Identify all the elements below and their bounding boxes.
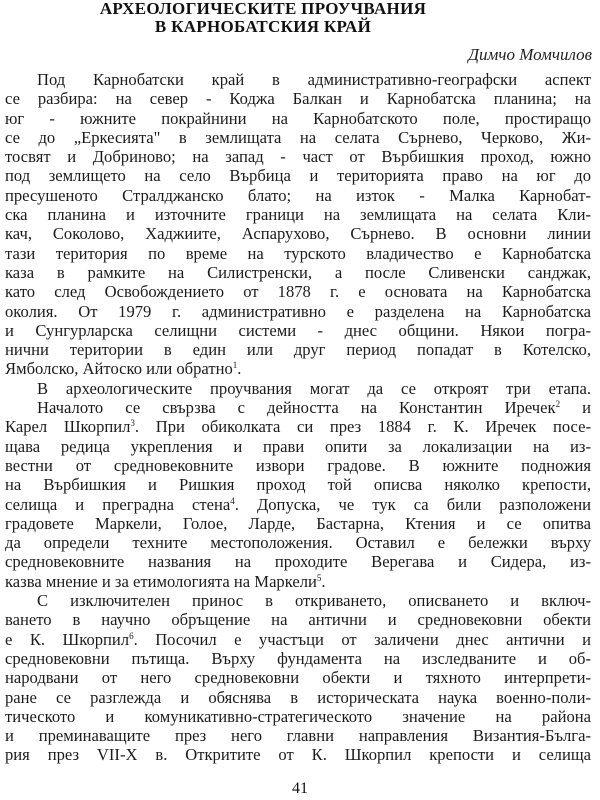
text-line-content: юг - южните покрайнини на Карнобатското поле, простиращо <box>5 108 591 128</box>
text-line-content: и Сунгурларска селищни системи - днес общини. Някои погра- <box>5 320 591 340</box>
text-line <box>5 707 591 726</box>
text-line <box>5 244 591 263</box>
text-line-suffix: . <box>237 359 242 379</box>
text-line-content: нични територии в един или друг период попадат в Котелско, <box>5 340 591 360</box>
text-line-content: тосвят и Добриново; на запад - част от Върбишкия проход, южно <box>5 147 591 167</box>
text-line-content: се до „Еркесията" в землищата на селата Сърнево, Черково, Жи- <box>5 127 591 147</box>
text-line <box>5 591 591 610</box>
text-line-content: Карел Шкорпил <box>5 417 131 437</box>
text-line <box>5 128 591 147</box>
text-line-content: Под Карнобатски край в административно-географски аспект <box>37 70 591 89</box>
text-line-content: тази територия по време на турското владичество е Карнобатска <box>5 243 591 263</box>
text-line <box>5 109 591 128</box>
text-line-content: да определи техните местоположения. Оставил е бележки върху <box>5 533 591 553</box>
text-line-content: и преминаващите през него главни направления Византия-Бълга- <box>5 726 591 746</box>
footnote-marker: 2 <box>555 399 561 410</box>
text-line <box>5 437 591 456</box>
text-line-content: народвани от него средновековни обекти и тяхното интерпрети- <box>5 668 591 688</box>
text-line-content: Ямболско, Айтоско или обратно <box>5 359 233 379</box>
text-line-content: под землището на село Върбица и територията право на юг до <box>5 166 591 186</box>
text-line <box>5 533 591 552</box>
text-line <box>5 147 591 166</box>
text-line <box>5 726 591 745</box>
text-line <box>5 321 591 340</box>
text-line <box>5 224 591 243</box>
text-line-content: Началото се свързва с дейността на Константин Иречек <box>37 398 556 418</box>
text-line-suffix: . <box>321 571 326 591</box>
text-line-suffix: и <box>560 398 591 418</box>
text-line-content: кач, Соколово, Хаджиите, Аспарухово, Сърнево. В основни линии <box>5 224 591 244</box>
text-line-content: пресушеното Стралджанско блато; на изток - Малка Карнобат- <box>5 185 591 205</box>
text-line-content: С изключителен принос в откриването, описването и включ- <box>37 591 591 611</box>
text-line-content: като след Освобождението от 1878 г. е основата на Карнобатска <box>5 282 591 302</box>
text-line <box>5 745 591 764</box>
text-line-content: градовете Маркели, Голое, Ларде, Бастарна, Ктения и се опитва <box>5 513 591 533</box>
text-line-content: ска планина и източните граници на землищата на селата Кли- <box>5 205 591 225</box>
text-line-content: на Върбишкия и Ришкия проход той описва няколко крепости, <box>5 475 591 495</box>
text-line-content: рия през VII-X в. Откритите от К. Шкорпил крепости и селища <box>5 745 591 765</box>
text-line <box>5 475 591 494</box>
text-line-content: щава редица укрепления и прави опити за локализации на из- <box>5 436 591 456</box>
text-line-content: каза в рамките на Силистренски, а после Сливенски санджак, <box>5 262 591 282</box>
text-line-content: ране се разглежда и обяснява в историческата наука военно-поли- <box>5 687 591 707</box>
title-line-2: В КАРНОБАТСКИЯ КРАЙ <box>154 17 372 36</box>
text-line <box>5 668 591 687</box>
text-line <box>5 514 591 533</box>
text-line-content: средновековните названия на проходите Верегава и Сидера, из- <box>5 552 591 572</box>
text-line-content: околия. От 1979 г. административно е разделена на Карнобатска <box>5 301 591 321</box>
text-line <box>5 456 591 475</box>
text-line-content: В археологическите проучвания могат да се откроят три етапа. <box>37 378 591 398</box>
text-line-content: казва мнение и за етимологията на Маркели <box>5 571 317 591</box>
footnote-marker: 1 <box>232 360 238 371</box>
text-line <box>5 186 591 205</box>
text-line <box>5 302 591 321</box>
footnote-marker: 3 <box>130 418 135 429</box>
text-line-content: ването в научно обръщение на антични и средновековни обекти <box>5 610 591 630</box>
text-line <box>5 398 591 417</box>
text-line <box>5 205 591 224</box>
text-line <box>5 263 591 282</box>
text-line-suffix: . Допуска, че тук са били разположени <box>234 494 591 514</box>
title-line-1: АРХЕОЛОГИЧЕСКИТЕ ПРОУЧВАНИЯ <box>99 0 427 18</box>
footnote-marker: 5 <box>316 572 322 583</box>
text-line-suffix: . При обиколката си през 1884 г. К. Иречек посе- <box>134 417 591 437</box>
text-line <box>5 340 591 359</box>
text-line-content: се разбира: на север - Коджа Балкан и Карнобатска планина; на <box>5 89 591 109</box>
text-line <box>5 552 591 571</box>
text-line <box>5 417 591 436</box>
footnote-marker: 4 <box>230 495 235 506</box>
page-number: 41 <box>292 780 308 797</box>
footnote-marker: 6 <box>129 630 134 641</box>
text-line <box>5 282 591 301</box>
text-line <box>5 610 591 629</box>
text-line-content: вестни от средновековните извори градове. В южните подножия <box>5 455 591 475</box>
text-line <box>5 70 591 89</box>
text-line-content: средновековни пътища. Върху фундамента на изследваните и об- <box>5 648 591 668</box>
body-text <box>5 70 591 765</box>
text-line <box>5 649 591 668</box>
text-line-content: тическото и комуникативно-стратегическото значение на района <box>5 706 591 726</box>
text-line <box>5 166 591 185</box>
text-line <box>5 688 591 707</box>
text-line-content: селища и преградна стена <box>5 494 231 514</box>
text-line <box>5 359 591 378</box>
text-line-suffix: . Посочил е участъци от заличени днес антични и <box>133 629 591 649</box>
text-line <box>5 379 591 398</box>
author-name: Димчо Момчилов <box>468 45 592 64</box>
text-line-content: е К. Шкорпил <box>5 629 130 649</box>
text-line <box>5 572 591 591</box>
text-line <box>5 89 591 108</box>
text-line <box>5 630 591 649</box>
text-line <box>5 495 591 514</box>
